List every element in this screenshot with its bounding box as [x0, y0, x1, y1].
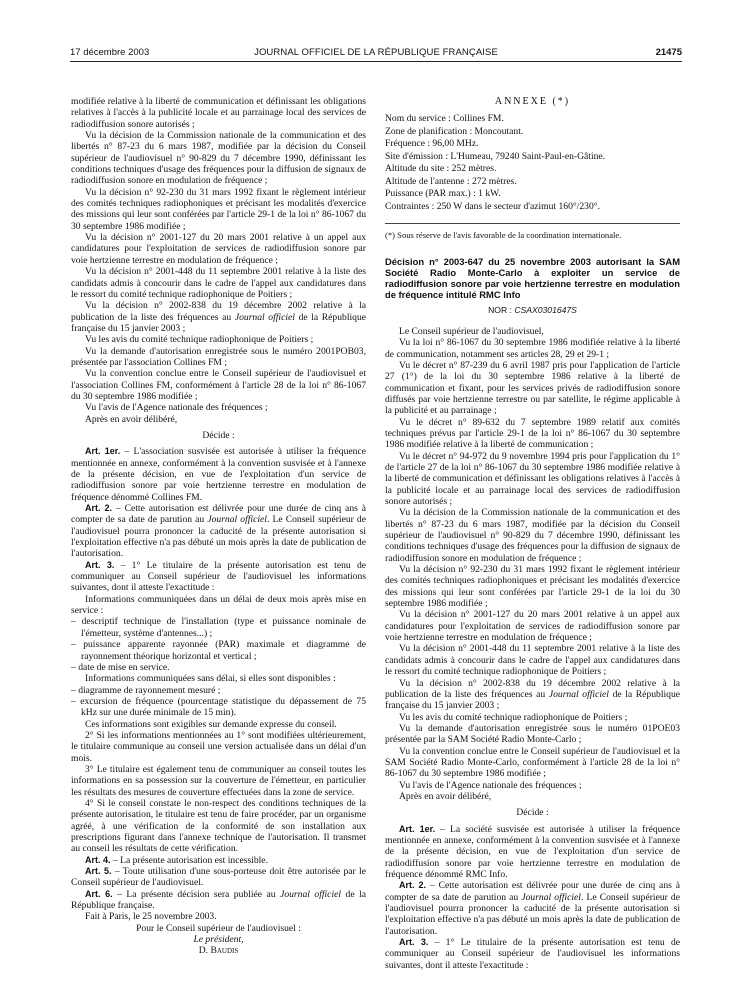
paragraph: Après en avoir délibéré, — [85, 413, 178, 425]
list-item: – date de mise en service. — [71, 661, 170, 673]
list-item: – excursion de fréquence (pourcentage statistique du dépassement de 75 kHz sur une durée minimale de 15 min). — [71, 695, 366, 719]
signature-role: Le président, — [193, 934, 244, 946]
article-2: Art. 2. – Cette autorisation est délivrée pour une durée de cinq ans à compter de sa date de parution au Journal officiel. Le Conseil supérieur de l'audiovisuel pourra prononcer la caducité de la présente autorisation si l'exploitation effective n'a pas débuté un mois après la date de publication de l'autorisation. — [385, 880, 681, 937]
nor-reference: NOR : CSAX0301647S — [488, 304, 577, 315]
paragraph: Vu la décision n° 2001-127 du 20 mars 2001 relative à un appel aux candidatures pour l'exploitation de services de radiodiffusion sonore par voie hertzienne terrestre en modulation de fréquence ; — [71, 232, 366, 266]
paragraph: Vu le décret n° 87-239 du 6 avril 1987 pris pour l'application de l'article 27 (1°) de la loi du 30 septembre 1986 relative à la liberté de communication et fixant, pour les services privés de radiodiffusion sonore diffusés par voie hertzienne terrestre ou par satellite, le régime applicable à la publicité et au parrainage ; — [385, 359, 680, 417]
place-date: Fait à Paris, le 25 novembre 2003. — [85, 911, 217, 923]
paragraph: Vu le décret n° 94-972 du 9 novembre 1994 pris pour l'application du 1° de l'article 27 de la loi n° 86-1067 du 30 septembre 1986 modifiée relative à la liberté de communication et définissant les obligations relatives à l'accès à la publicité locale et au parrainage local des services de radiodiffusion sonore autorisés ; — [385, 450, 680, 507]
paragraph: Vu la demande d'autorisation enregistrée sous le numéro 01POE03 présentée par la SAM Société Radio Monte-Carlo ; — [385, 722, 680, 746]
paragraph: Informations communiquées sans délai, si elles sont disponibles : — [85, 673, 336, 685]
paragraph: Ces informations sont exigibles sur demande expresse du conseil. — [85, 718, 337, 730]
paragraph: Vu la décision n° 92-230 du 31 mars 1992 fixant le règlement intérieur des comités techniques radiophoniques et précisant les modalités d'exercice des missions qui leur sont conférées par l'article 29-1 de la loi n° 86-1067 du 30 septembre 1986 modifiée ; — [71, 186, 366, 232]
left-column — [71, 96, 366, 957]
paragraph: Vu la décision de la Commission nationale de la communication et des libertés n° 87-23 du 6 mars 1987, modifiée par la décision du Conseil supérieur de l'audiovisuel n° 90-829 du 7 décembre 1990, définissant les conditions techniques d'usage des fréquences pour la diffusion de signaux de radiodiffusion sonore en modulation de fréquence ; — [71, 130, 366, 187]
article-3: Art. 3. – 1° Le titulaire de la présente autorisation est tenu de communiquer au Conseil supérieur de l'audiovisuel les informations suivantes, dont il atteste l'exactitude : — [385, 937, 681, 971]
paragraph: Vu la décision n° 2001-448 du 11 septembre 2001 relative à la liste des candidats admis à concourir dans le cadre de l'appel aux candidatures dans le ressort du comité technique radiophonique de Poitiers ; — [71, 266, 366, 300]
header-date: 17 décembre 2003 — [70, 47, 150, 58]
right-column — [385, 96, 680, 971]
annex-item: Zone de planification : Moncoutant. — [385, 125, 524, 137]
paragraph: Vu le décret n° 89-632 du 7 septembre 1989 relatif aux comités techniques prévus par l'article 29-1 de la loi n° 86-1067 du 30 septembre 1986 modifiée relative à la liberté de communication ; — [385, 416, 680, 451]
annex-item: Site d'émission : L'Humeau, 79240 Saint-Paul-en-Gâtine. — [385, 150, 606, 162]
paragraph: Vu la convention conclue entre le Conseil supérieur de l'audiovisuel et la SAM Société Radio Monte-Carlo, conformément à l'article 28 de la loi n° 86-1067 du 30 septembre 1986 modifiée ; — [385, 745, 680, 780]
annex-divider — [385, 223, 680, 224]
signature-name: D. Baudis — [198, 945, 239, 957]
signature-line: Pour le Conseil supérieur de l'audiovisuel : — [136, 922, 301, 934]
paragraph: Vu les avis du comité technique radiophonique de Poitiers ; — [399, 711, 628, 723]
paragraph: Vu la convention conclue entre le Conseil supérieur de l'audiovisuel et l'association Collines FM, conformément à l'article 28 de la loi n° 86-1067 du 30 septembre 1986 modifiée ; — [71, 368, 366, 402]
list-item: – descriptif technique de l'installation (type et puissance nominale de l'émetteur, système d'antennes...) ; — [71, 616, 366, 639]
paragraph: Vu la demande d'autorisation enregistrée sous le numéro 2001POB03, présentée par l'association Collines FM ; — [71, 345, 366, 368]
decide-heading: Décide : — [202, 429, 235, 441]
annex-item: Contraintes : 250 W dans le secteur d'azimut 160°/230°. — [385, 200, 601, 212]
article-1: Art. 1er. – La société susvisée est autorisée à utiliser la fréquence mentionnée en annexe, conformément à la convention susvisée et à l'annexe de la présente décision, en vue de l'exploitation d'un service de radiodiffusion sonore par voie hertzienne terrestre en modulation de fréquence dénommé RMC Info. — [385, 823, 680, 880]
annex-item: Altitude de l'antenne : 272 mètres. — [385, 175, 517, 187]
paragraph: Vu la loi n° 86-1067 du 30 septembre 1986 modifiée relative à la liberté de communication, notamment ses articles 28, 29 et 29-1 ; — [385, 337, 680, 360]
article-2: Art. 2. – Cette autorisation est délivrée pour une durée de cinq ans à compter de sa date de parution au Journal officiel. Le Conseil supérieur de l'audiovisuel pourra prononcer la caducité de la présente autorisation si l'exploitation effective n'a pas débuté un mois après la date de publication de l'autorisation. — [71, 503, 367, 560]
paragraph: Après en avoir délibéré, — [399, 790, 492, 802]
paragraph: Informations communiquées dans un délai de deux mois après mise en service : — [71, 593, 366, 617]
paragraph: Vu la décision n° 2001-448 du 11 septembre 2001 relative à la liste des candidats admis à concourir dans le cadre de l'appel aux candidatures dans le ressort du comité technique radiophonique de Poitiers ; — [385, 643, 680, 678]
article-6: Art. 6. – La présente décision sera publiée au Journal officiel de la République française. — [71, 888, 366, 912]
paragraph: 4° Si le conseil constate le non-respect des conditions techniques de la présente autorisation, le titulaire est tenu de faire procéder, par un organisme agréé, à une vérification de la conformité de son installation aux prescriptions figurant dans l'annexe technique de l'autorisation. Il transmet au conseil les résultats de cette vérification. — [71, 797, 366, 855]
footnote: (*) Sous réserve de l'avis favorable de la coordination internationale. — [385, 230, 622, 241]
paragraph: Vu la décision n° 2002-838 du 19 décembre 2002 relative à la publication de la liste des fréquences au Journal officiel de la République française du 15 janvier 2003 ; — [385, 677, 681, 712]
paragraph: Vu la décision n° 92-230 du 31 mars 1992 fixant le règlement intérieur des comités techniques radiophoniques et précisant les modalités d'exercice des missions qui leur sont conférées par l'article 29-1 de la loi du 30 septembre 1986 modifiée ; — [385, 564, 680, 610]
annex-item: Altitude du site : 252 mètres. — [385, 163, 497, 175]
paragraph: Vu la décision n° 2002-838 du 19 décembre 2002 relative à la publication de la liste des fréquences au Journal officiel de la République française du 15 janvier 2003 ; — [71, 300, 367, 334]
list-item: – puissance apparente rayonnée (PAR) maximale et diagramme de rayonnement théorique horizontal et vertical ; — [71, 639, 366, 662]
paragraph: Vu la décision n° 2001-127 du 20 mars 2001 relative à un appel aux candidatures pour l'exploitation de services de radiodiffusion sonore par voie hertzienne terrestre en modulation de fréquence ; — [385, 609, 680, 644]
page-number: 21475 — [655, 47, 682, 58]
page-header — [70, 47, 682, 61]
header-rule — [70, 61, 682, 62]
header-title: JOURNAL OFFICIEL DE LA RÉPUBLIQUE FRANÇAISE — [254, 47, 498, 58]
list-item: – diagramme de rayonnement mesuré ; — [71, 684, 221, 696]
article-1: Art. 1er. – L'association susvisée est autorisée à utiliser la fréquence mentionnée en annexe, conformément à la convention susvisée et à l'annexe de la présente décision, en vue de l'exploitation d'un service de radiodiffusion sonore par voie hertzienne terrestre en modulation de fréquence dénommé Collines FM. — [71, 446, 366, 503]
article-5: Art. 5. – Toute utilisation d'une sous-porteuse doit être autorisée par le Conseil supérieur de l'audiovisuel. — [71, 866, 366, 889]
decision-title: Décision n° 2003-647 du 25 novembre 2003 autorisant la SAM Société Radio Monte-Carlo à exploiter un service de radiodiffusion sonore par voie hertzienne terrestre en modulation de fréquence intitulé RMC Info — [385, 255, 680, 301]
annex-title: ANNEXE (*) — [494, 96, 571, 107]
annex-item: Fréquence : 96,00 MHz. — [385, 138, 479, 150]
annex-item: Nom du service : Collines FM. — [385, 113, 504, 125]
paragraph: Vu les avis du comité technique radiophonique de Poitiers ; — [85, 334, 314, 346]
paragraph: Vu l'avis de l'Agence nationale des fréquences ; — [85, 402, 268, 414]
decide-heading: Décide : — [516, 807, 549, 819]
paragraph: 3° Le titulaire est également tenu de communiquer au conseil toutes les informations en sa possession sur la couverture de l'émetteur, en particulier les résultats des mesures de couverture effectuées dans la zone de service. — [71, 763, 366, 798]
article-4: Art. 4. – La présente autorisation est incessible. — [85, 854, 268, 866]
annex-list — [385, 113, 680, 213]
paragraph: Vu l'avis de l'Agence nationale des fréquences ; — [399, 779, 582, 791]
paragraph: 2° Si les informations mentionnées au 1° sont modifiées ultérieurement, le titulaire communique au conseil une version actualisée dans un délai d'un mois. — [71, 729, 366, 764]
article-3: Art. 3. – 1° Le titulaire de la présente autorisation est tenu de communiquer au Conseil supérieur de l'audiovisuel les informations suivantes, dont il atteste l'exactitude : — [71, 559, 367, 594]
paragraph: modifiée relative à la liberté de communication et définissant les obligations relatives à l'accès à la publicité locale et au parrainage local des services de radiodiffusion sonore autorisés ; — [71, 96, 366, 130]
annex-item: Puissance (PAR max.) : 1 kW. — [385, 188, 501, 200]
paragraph: Vu la décision de la Commission nationale de la communication et des libertés n° 87-23 du 6 mars 1987, modifiée par la décision du Conseil supérieur de l'audiovisuel n° 90-829 du 7 décembre 1990, définissant les conditions techniques d'usage des fréquences pour la diffusion de signaux de radiodiffusion sonore en modulation de fréquence ; — [385, 507, 680, 564]
paragraph: Le Conseil supérieur de l'audiovisuel, — [399, 325, 544, 337]
